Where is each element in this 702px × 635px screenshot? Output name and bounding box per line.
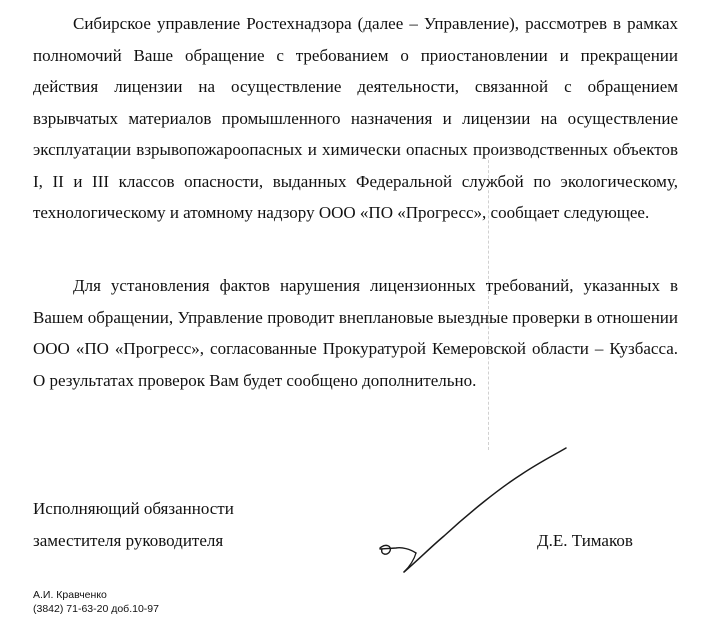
letter-paragraph-2: Для установления фактов нарушения лицензионных требований, указанных в Вашем обращении, Управление проводит внеплановые выездные проверки в отношении ООО «ПО «Прогресс», согласованные Прокуратурой Кемеровской области – Кузбасса. О результатах проверок Вам будет сообщено дополнительно.: [33, 276, 678, 390]
executor-phone: (3842) 71-63-20 доб.10-97: [33, 603, 159, 615]
signer-position-line-2: заместителя руководителя: [33, 531, 224, 550]
signer-position-line-1: Исполняющий обязанности: [33, 499, 234, 518]
letter-paragraph-1: Сибирское управление Ростехнадзора (далее – Управление), рассмотрев в рамках полномочий Ваше обращение с требованием о приостановлении и прекращении действия лицензии на осуществление деятельности, связанной с обращением взрывчатых материалов промышленного назначения и лицензии на осуществление эксплуатации взрывопожароопасных и химически опасных производственных объектов I, II и III классов опасности, выданных Федеральной службой по экологическому, технологическому и атомному надзору ООО «ПО «Прогресс», сообщает следующее.: [33, 14, 678, 222]
signer-name: Д.Е. Тимаков: [537, 531, 633, 550]
executor-name: А.И. Кравченко: [33, 589, 107, 601]
